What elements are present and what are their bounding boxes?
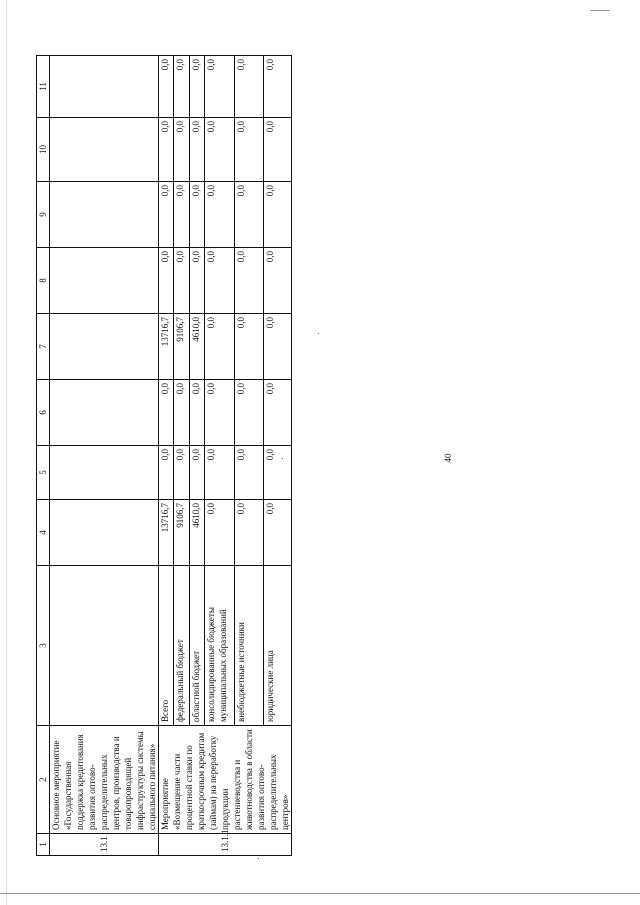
value-cell: 0,0: [235, 56, 263, 118]
value-cell: 0,0: [235, 314, 263, 380]
scan-edge-line: [6, 0, 7, 905]
value-cell: 0,0: [263, 182, 291, 248]
rotated-table-wrapper: [36, 56, 290, 856]
section-title: Основное мероприятие «Государственная поддержка кредитования развития оптово-распределительных центров, производства и товаропроводящей инфраструктуры системы социального питания»: [50, 726, 159, 834]
value-cell: 13716,7: [159, 314, 174, 380]
empty-cell: [50, 500, 159, 566]
scan-speck: [318, 333, 319, 334]
value-cell: 13716,7: [159, 500, 174, 566]
empty-cell: [50, 248, 159, 314]
section-code: 13.1: [50, 834, 159, 856]
value-cell: 0,0: [159, 446, 174, 500]
empty-cell: [50, 118, 159, 182]
value-cell: 9106,7: [174, 314, 189, 380]
value-cell: 0,0: [235, 182, 263, 248]
value-cell: 0,0: [235, 446, 263, 500]
value-cell: 0,0: [174, 182, 189, 248]
value-cell: 0,0: [204, 118, 235, 182]
value-cell: 4610,0: [189, 314, 204, 380]
section-row: [50, 56, 159, 856]
value-cell: 0,0: [235, 248, 263, 314]
column-number: 1: [37, 834, 50, 856]
column-number: 8: [37, 248, 50, 314]
empty-cell: [50, 566, 159, 726]
value-cell: 0,0: [263, 380, 291, 446]
value-cell: 4610,0: [189, 500, 204, 566]
value-cell: 0,0: [159, 182, 174, 248]
funding-source: Всего: [159, 566, 174, 726]
value-cell: 0,0: [263, 446, 291, 500]
value-cell: 0,0: [159, 248, 174, 314]
value-cell: 0,0: [174, 380, 189, 446]
column-number: 10: [37, 118, 50, 182]
scan-mark: [590, 10, 610, 11]
value-cell: 0,0: [189, 380, 204, 446]
value-cell: 0,0: [204, 446, 235, 500]
value-cell: 0,0: [174, 446, 189, 500]
value-cell: 0,0: [204, 314, 235, 380]
value-cell: 0,0: [159, 56, 174, 118]
empty-cell: [50, 446, 159, 500]
value-cell: 0,0: [235, 500, 263, 566]
funding-source: консолидированные бюджеты муниципальных образований: [204, 566, 235, 726]
value-cell: 9106,7: [174, 500, 189, 566]
rotated-page-area: [36, 56, 290, 856]
value-cell: 0,0: [204, 182, 235, 248]
column-number: 5: [37, 446, 50, 500]
column-number: 4: [37, 500, 50, 566]
funding-source: федеральный бюджет: [174, 566, 189, 726]
value-cell: 0,0: [174, 118, 189, 182]
value-cell: 0,0: [189, 56, 204, 118]
value-cell: 0,0: [189, 118, 204, 182]
column-number-row: [37, 56, 50, 856]
table-row: [159, 56, 174, 856]
scan-speck: [258, 858, 259, 859]
value-cell: 0,0: [189, 182, 204, 248]
column-number: 3: [37, 566, 50, 726]
column-number: 9: [37, 182, 50, 248]
value-cell: 0,0: [174, 248, 189, 314]
subsection-code: 13.1.1: [159, 834, 292, 856]
value-cell: 0,0: [204, 56, 235, 118]
value-cell: 0,0: [235, 118, 263, 182]
column-number: 2: [37, 726, 50, 834]
value-cell: 0,0: [263, 56, 291, 118]
empty-cell: [50, 56, 159, 118]
value-cell: 0,0: [159, 118, 174, 182]
funding-source: юридические лица: [263, 566, 291, 726]
page-number: 40: [443, 453, 453, 463]
empty-cell: [50, 380, 159, 446]
budget-table: [36, 55, 292, 856]
value-cell: 0,0: [189, 248, 204, 314]
value-cell: 0,0: [235, 380, 263, 446]
funding-source: внебюджетные источники: [235, 566, 263, 726]
column-number: 11: [37, 56, 50, 118]
empty-cell: [50, 314, 159, 380]
value-cell: 0,0: [174, 56, 189, 118]
value-cell: 0,0: [204, 248, 235, 314]
value-cell: 0,0: [189, 446, 204, 500]
empty-cell: [50, 182, 159, 248]
value-cell: 0,0: [263, 118, 291, 182]
value-cell: 0,0: [263, 500, 291, 566]
column-number: 6: [37, 380, 50, 446]
value-cell: 0,0: [159, 380, 174, 446]
value-cell: 0,0: [204, 500, 235, 566]
value-cell: 0,0: [263, 314, 291, 380]
value-cell: 0,0: [204, 380, 235, 446]
funding-source: областной бюджет: [189, 566, 204, 726]
subsection-title: Мероприятие «Возмещение части процентной ставки по краткосрочным кредитам (займам) на переработку продукции растениеводства и животноводства в области развития оптово-распределительных центров»: [159, 726, 292, 834]
value-cell: 0,0: [263, 248, 291, 314]
scan-bottom-line: [0, 893, 640, 894]
column-number: 7: [37, 314, 50, 380]
